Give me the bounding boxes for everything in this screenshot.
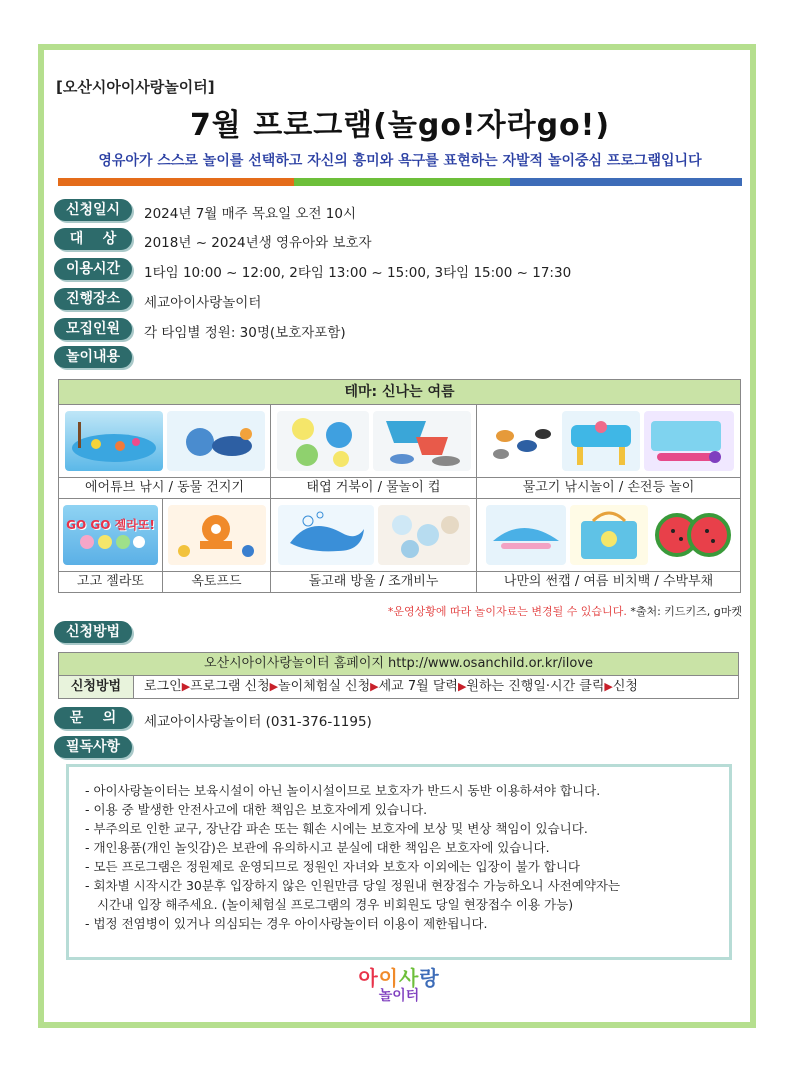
watermelon-fan-image (652, 505, 732, 565)
logo-line-1: 아이사랑 (358, 966, 440, 990)
rule-item: - 아이사랑놀이터는 보육시설이 아닌 놀이시설이므로 보호자가 반드시 동반 이용하셔야 합니다. (85, 783, 601, 798)
wind-up-turtle-image (277, 411, 369, 471)
play-item-6 (271, 499, 477, 592)
venue-label: 진행장소 (54, 288, 132, 310)
target-label: 대 상 (54, 228, 132, 250)
color-bar-blue (510, 178, 742, 186)
homepage-info: 오산시아이사랑놀이터 홈페이지 http://www.osanchild.or.kr/ilove (59, 653, 738, 676)
apply-steps (134, 676, 738, 698)
rule-item: - 법정 전염병이 있거나 의심되는 경우 아이사랑놀이터 이용이 제한됩니다. (85, 916, 488, 931)
notice-source: *출처: 키드키즈, g마켓 (630, 605, 742, 618)
play-item-4 (59, 499, 163, 592)
page-title: 7월 프로그램(놀go!자라go!) (189, 108, 611, 143)
dolphin-bubble-image (278, 505, 374, 565)
play-item-2-caption: 태엽 거북이 / 물놀이 컵 (271, 477, 476, 498)
arrow-icon: ▶ (457, 680, 467, 693)
play-content-label: 놀이내용 (54, 346, 132, 368)
play-row-2 (59, 499, 740, 592)
play-item-1-caption: 에어튜브 낚시 / 동물 건지기 (59, 477, 270, 498)
ilove-playground-logo (344, 968, 454, 1008)
step-playroom: 놀이체험실 신청 (278, 679, 371, 694)
arrow-icon: ▶ (181, 680, 191, 693)
venue-value: 세교아이사랑놀이터 (144, 295, 262, 311)
gelato-logo-text: GO GO 젤라또! (66, 518, 155, 532)
contact-label: 문 의 (54, 707, 132, 729)
notice-change: *운영상황에 따라 놀이자료는 변경될 수 있습니다. (387, 605, 627, 618)
apply-method-label: 신청방법 (54, 621, 132, 643)
play-item-7-caption: 나만의 썬캡 / 여름 비치백 / 수박부채 (477, 571, 740, 592)
arrow-icon: ▶ (604, 680, 613, 693)
contact-value: 세교아이사랑놀이터 (031-376-1195) (144, 714, 372, 730)
arrow-icon: ▶ (370, 680, 379, 693)
color-bar-orange (58, 178, 294, 186)
rules-label: 필독사항 (54, 736, 132, 758)
capacity-value: 각 타임별 정원: 30명(보호자포함) (144, 325, 346, 341)
step-login: 로그인 (144, 679, 182, 694)
rule-item: - 부주의로 인한 교구, 장난감 파손 또는 훼손 시에는 보호자에 보상 및 변상 책임이 있습니다. (85, 821, 588, 836)
play-item-5-caption: 옥토프드 (163, 571, 270, 592)
usage-time-label: 이용시간 (54, 258, 132, 280)
play-item-4-caption: 고고 젤라또 (59, 571, 162, 592)
play-item-6-caption: 돌고래 방울 / 조개비누 (271, 571, 476, 592)
play-item-2 (271, 405, 477, 498)
step-program: 프로그램 신청 (190, 679, 270, 694)
theme-header: 테마: 신나는 여름 (59, 380, 740, 405)
step-calendar: 세교 7월 달력 (378, 679, 458, 694)
color-bar-green (294, 178, 510, 186)
rule-item-continued: 시간내 입장 해주세요. (놀이체험실 프로그램의 경우 비회원도 당일 현장접수 이용 가능) (97, 897, 574, 912)
gogo-gelato-image (63, 505, 158, 565)
flashlight-toy-image (644, 411, 734, 471)
usage-time-value: 1타임 10:00 ~ 12:00, 2타임 13:00 ~ 15:00, 3타임 15:00 ~ 17:30 (144, 265, 572, 281)
rule-item: - 개인용품(개인 놀잇감)은 보관에 유의하시고 분실에 대한 책임은 보호자에 있습니다. (85, 840, 550, 855)
apply-steps-row (59, 676, 738, 698)
target-value: 2018년 ~ 2024년생 영유아와 보호자 (144, 235, 372, 251)
capacity-label: 모집인원 (54, 318, 132, 340)
page-subtitle: 영유아가 스스로 놀이를 선택하고 자신의 흥미와 욕구를 표현하는 자발적 놀이중심 프로그램입니다 (98, 153, 702, 169)
play-notice (388, 603, 742, 619)
animal-scoop-image (167, 411, 265, 471)
apply-steps-label: 신청방법 (59, 676, 134, 698)
fishing-toy-image (484, 411, 558, 471)
step-submit: 신청 (612, 679, 638, 694)
arrow-icon: ▶ (269, 680, 279, 693)
rule-item: - 회차별 시작시간 30분후 입장하지 않은 인원만큼 당일 정원내 현장접수 가능하오니 사전예약자는 (85, 878, 621, 893)
beach-bag-image (570, 505, 648, 565)
water-cup-image (373, 411, 471, 471)
apply-date-value: 2024년 7월 매주 목요일 오전 10시 (144, 206, 356, 222)
rules-box (66, 764, 732, 960)
air-tube-pool-image (65, 411, 163, 471)
fishing-table-image (562, 411, 640, 471)
play-item-7 (477, 499, 740, 592)
play-item-3 (477, 405, 740, 498)
play-item-5 (163, 499, 271, 592)
logo-line-2: 놀이터 (378, 988, 420, 1004)
apply-method-box (58, 652, 739, 699)
organization-label: [오산시아이사랑놀이터] (56, 78, 215, 96)
rule-item: - 이용 중 발생한 안전사고에 대한 책임은 보호자에게 있습니다. (85, 802, 428, 817)
step-time: 원하는 진행일·시간 클릭 (466, 679, 605, 694)
play-content-table (58, 379, 741, 593)
play-row-1 (59, 405, 740, 499)
apply-date-label: 신청일시 (54, 199, 132, 221)
sun-cap-image (486, 505, 566, 565)
play-item-1 (59, 405, 271, 498)
shell-soap-image (378, 505, 470, 565)
rule-item: - 모든 프로그램은 정원제로 운영되므로 정원인 자녀와 보호자 이외에는 입장이 불가 합니다 (85, 859, 580, 874)
octopod-image (168, 505, 266, 565)
play-item-3-caption: 물고기 낚시놀이 / 손전등 놀이 (477, 477, 740, 498)
